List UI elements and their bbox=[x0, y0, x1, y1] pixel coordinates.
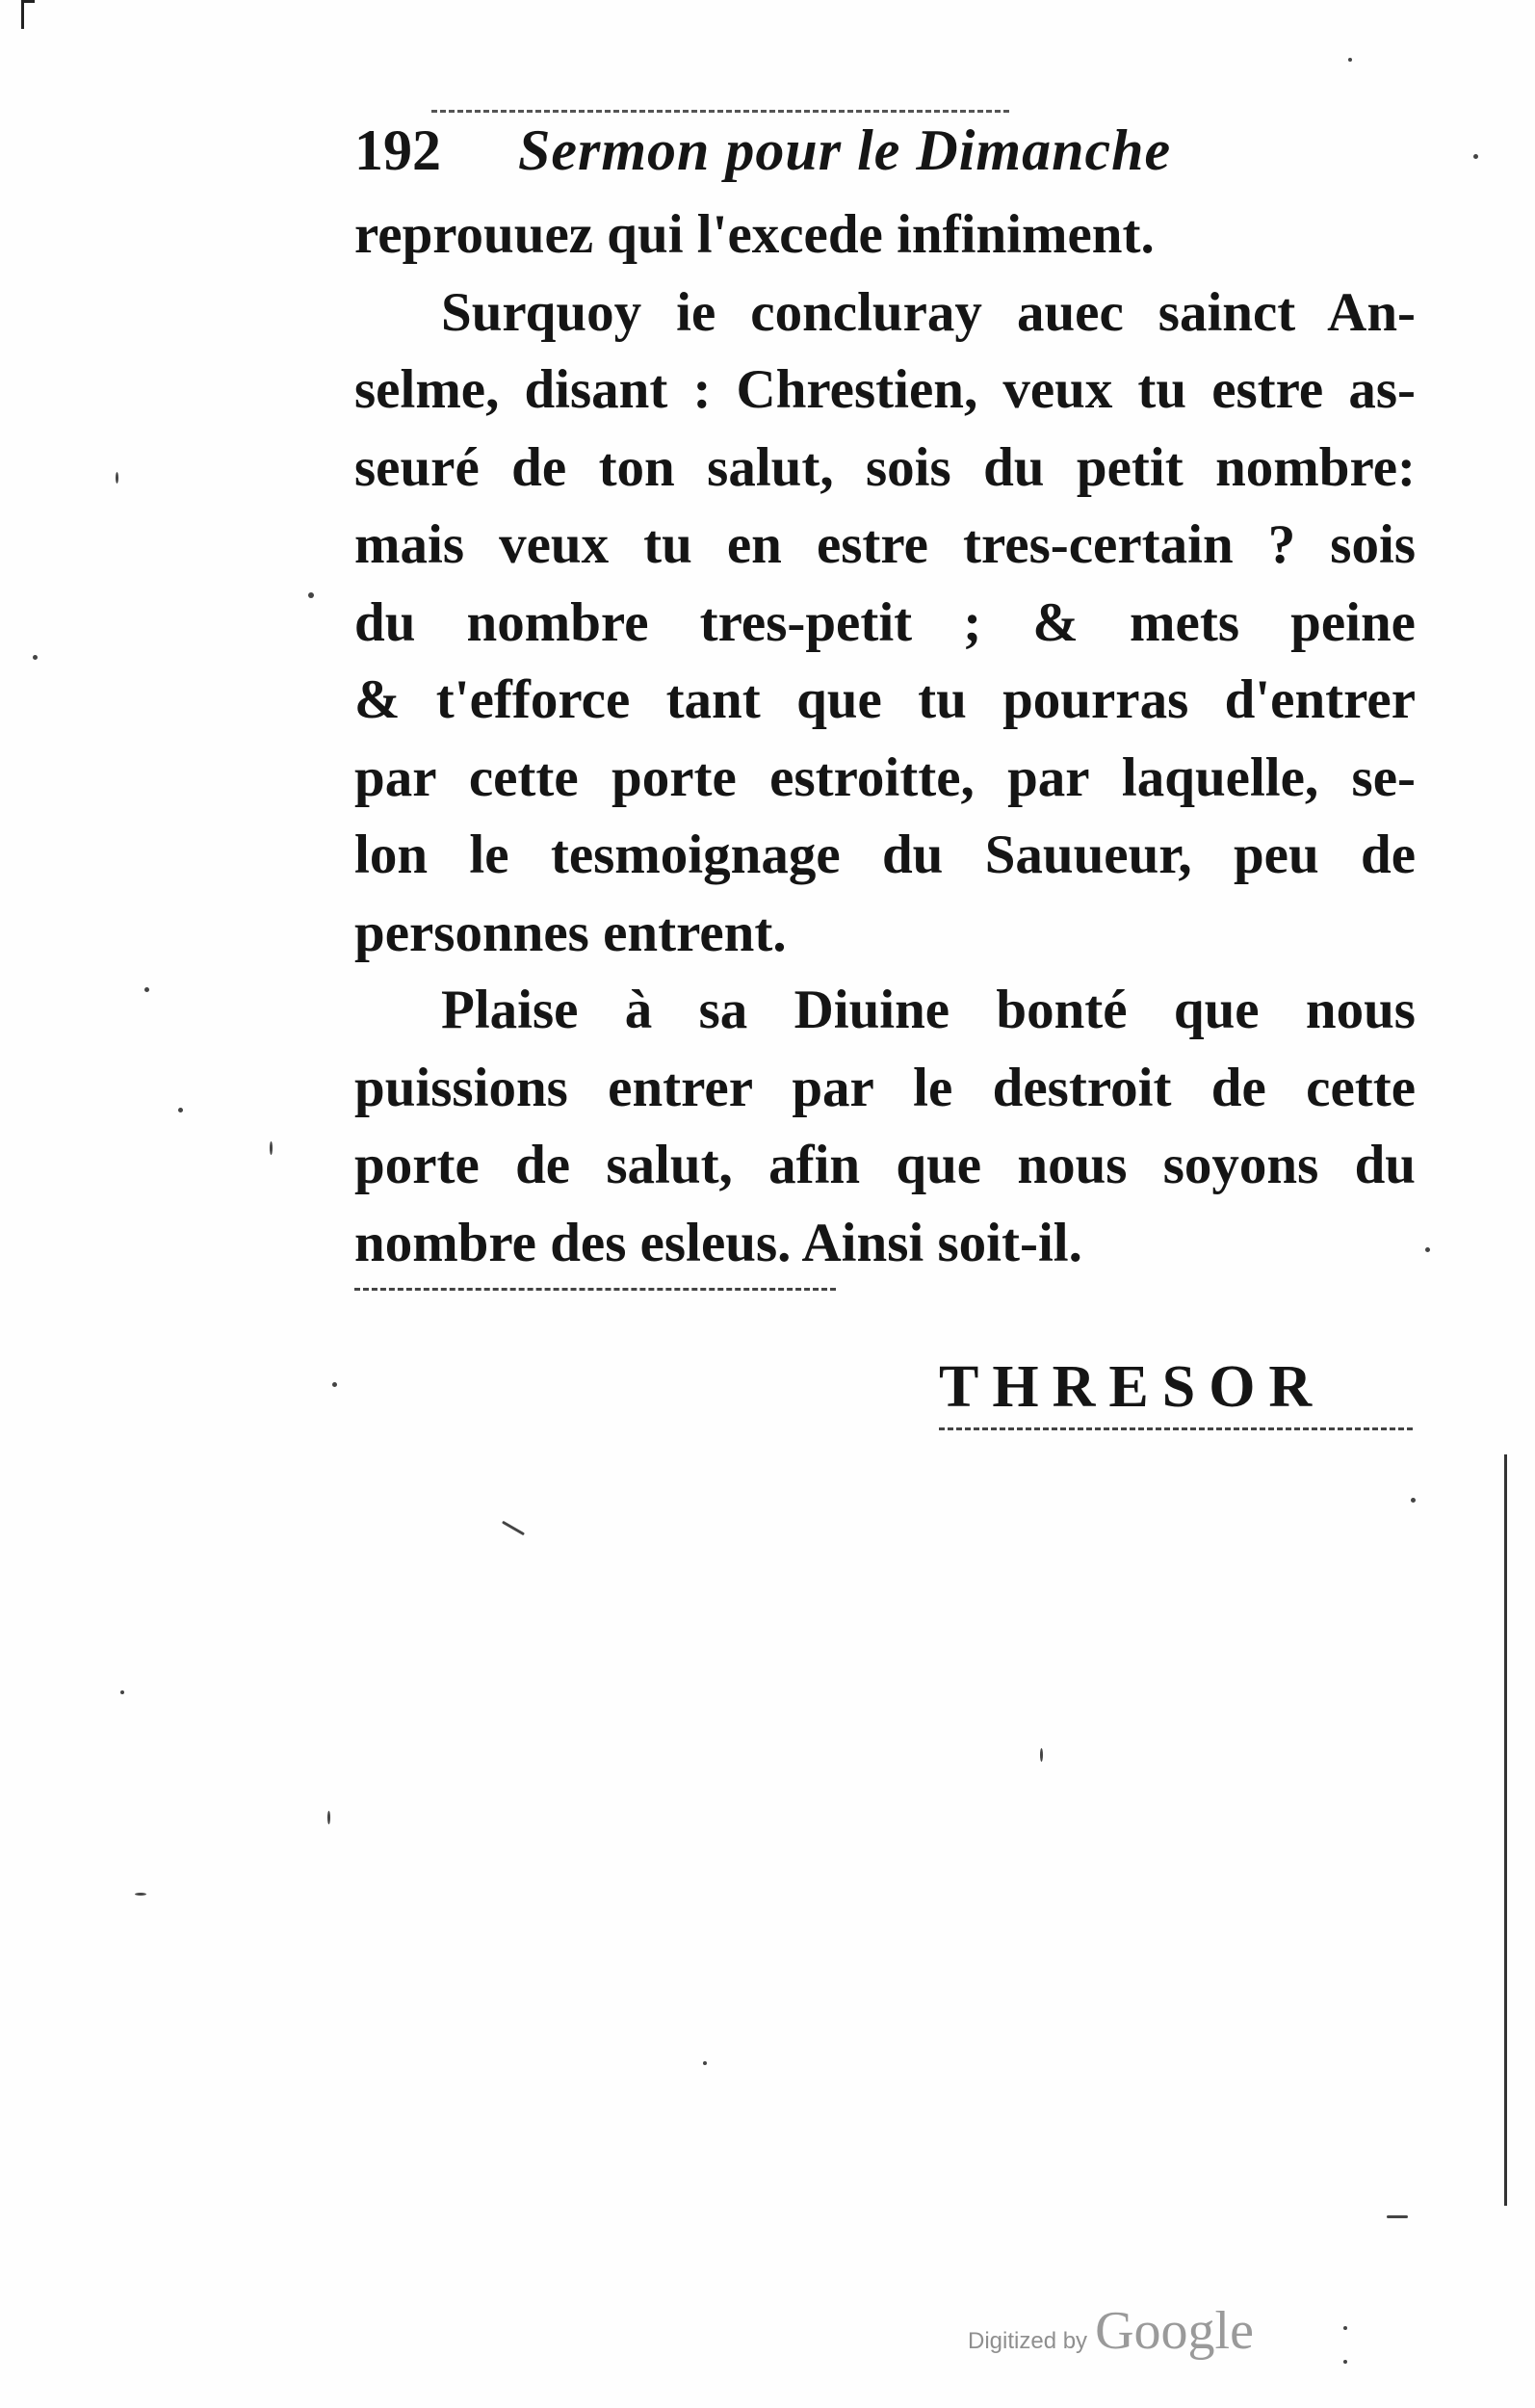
text-line: Surquoy ie concluray auec sainct An- bbox=[441, 281, 1416, 343]
google-watermark bbox=[968, 2300, 1254, 2362]
scan-speck bbox=[502, 1521, 525, 1536]
scan-speck bbox=[1411, 1498, 1416, 1503]
scan-speck bbox=[116, 472, 118, 484]
scan-speck bbox=[1473, 154, 1478, 159]
sermon-text bbox=[354, 196, 1416, 1282]
text-block bbox=[354, 104, 1416, 1291]
header-rule bbox=[431, 110, 1009, 113]
scan-speck bbox=[308, 592, 314, 598]
text-line: porte de salut, afin que nous soyons du bbox=[354, 1135, 1416, 1195]
page-edge-shadow bbox=[1504, 1454, 1507, 2206]
scan-speck bbox=[135, 1893, 146, 1896]
text-line: par cette porte estroitte, par laquelle, se- bbox=[354, 746, 1416, 808]
scan-speck bbox=[178, 1108, 183, 1112]
catchword: THRESOR bbox=[939, 1354, 1326, 1420]
text-line: mais veux tu en estre tres-certain ? sois bbox=[354, 514, 1416, 575]
scan-speck bbox=[703, 2061, 707, 2065]
scan-speck bbox=[332, 1382, 337, 1387]
text-line: reprouuez qui l'excede infiniment. bbox=[354, 204, 1155, 265]
scan-speck bbox=[270, 1141, 273, 1155]
google-logo: Google bbox=[1095, 2301, 1254, 2361]
text-line: Plaise à sa Diuine bonté que nous bbox=[441, 980, 1416, 1040]
text-line: du nombre tres-petit ; & mets peine bbox=[354, 591, 1416, 653]
scan-speck bbox=[120, 1690, 124, 1694]
scan-speck bbox=[1425, 1247, 1430, 1252]
text-line: nombre des esleus. Ainsi soit-il. bbox=[354, 1212, 1082, 1273]
page-number: 192 bbox=[354, 118, 441, 182]
scan-speck bbox=[33, 655, 38, 660]
scan-speck bbox=[1348, 58, 1352, 62]
scan-speck bbox=[1343, 2326, 1347, 2330]
text-line: personnes entrent. bbox=[354, 902, 787, 963]
text-end-rule bbox=[354, 1288, 836, 1291]
running-head bbox=[354, 104, 1416, 196]
text-line: selme, disant : Chrestien, veux tu estre as- bbox=[354, 359, 1416, 420]
scan-speck bbox=[1040, 1748, 1043, 1762]
scan-corner-mark bbox=[21, 0, 24, 29]
running-title: Sermon pour le Dimanche bbox=[518, 118, 1172, 182]
catchword-rule bbox=[939, 1427, 1413, 1430]
text-line: puissions entrer par le destroit de cette bbox=[354, 1057, 1416, 1118]
scan-speck bbox=[327, 1811, 330, 1824]
watermark-prefix: Digitized by bbox=[968, 2328, 1088, 2354]
text-line: lon le tesmoignage du Sauueur, peu de bbox=[354, 824, 1416, 885]
scan-speck bbox=[144, 987, 149, 992]
text-line: & t'efforce tant que tu pourras d'entrer bbox=[354, 669, 1416, 730]
scan-speck bbox=[1387, 2215, 1408, 2218]
scan-speck bbox=[1343, 2360, 1347, 2364]
text-line: seuré de ton salut, sois du petit nombre: bbox=[354, 436, 1416, 498]
